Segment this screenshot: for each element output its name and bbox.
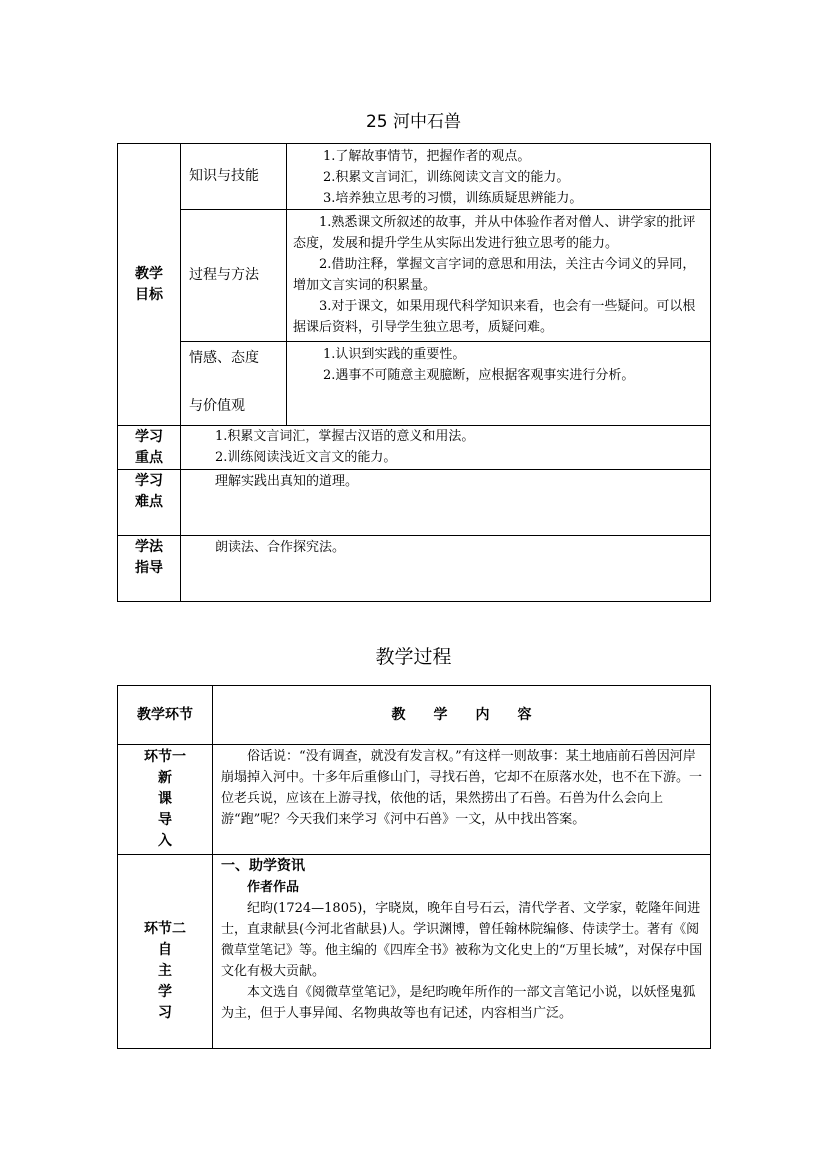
process-table: [117, 685, 711, 1049]
process-title: 教学过程: [375, 646, 452, 668]
key-points-item: 2.训练阅读浅近文言文的能力。: [215, 450, 397, 465]
process-item: 1.熟悉课文所叙述的故事，并从中体验作者对僧人、讲学家的批评态度，发展和提升学生从实际出发进行独立思考的能力。: [293, 215, 696, 251]
section-subheading: 作者作品: [247, 880, 300, 895]
goals-table: [117, 143, 711, 602]
step2-content: [213, 855, 711, 1049]
step-column-header: 教学环节: [118, 686, 213, 745]
knowledge-item: 3.培养独立思考的习惯，训练质疑思辨能力。: [323, 191, 583, 206]
knowledge-item: 2.积累文言词汇，训练阅读文言文的能力。: [323, 170, 570, 185]
lesson-title: 25 河中石兽: [365, 112, 462, 132]
step1-label: 环节一 新 课 导 入: [118, 745, 213, 855]
content-column-header: 教 学 内 容: [213, 686, 711, 745]
difficulties-label: 学习 难点: [118, 470, 181, 536]
emotion-item: 1.认识到实践的重要性。: [323, 347, 466, 362]
process-item: 2.借助注释，掌握文言字词的意思和用法，关注古今词义的异同，增加文言实词的积累量。: [293, 257, 696, 293]
key-points-content: [181, 426, 711, 470]
process-label: 过程与方法: [181, 210, 287, 342]
methods-label: 学法 指导: [118, 536, 181, 602]
methods-content: 朗读法、合作探究法。: [181, 536, 711, 602]
key-points-item: 1.积累文言词汇，掌握古汉语的意义和用法。: [215, 429, 475, 444]
difficulties-content: 理解实践出真知的道理。: [181, 470, 711, 536]
process-content: [287, 210, 711, 342]
key-points-label: 学习 重点: [118, 426, 181, 470]
emotion-item: 2.遇事不可随意主观臆断，应根据客观事实进行分析。: [323, 368, 635, 383]
knowledge-item: 1.了解故事情节，把握作者的观点。: [323, 149, 531, 164]
knowledge-content: [287, 144, 711, 210]
section-heading: 一、助学资讯: [221, 858, 305, 874]
knowledge-label: 知识与技能: [181, 144, 287, 210]
emotion-label: 情感、态度 与价值观: [181, 342, 287, 426]
step2-label: 环节二 自 主 学 习: [118, 855, 213, 1049]
author-paragraph: 纪昀(1724—1805)，字晓岚，晚年自号石云，清代学者、文学家，乾隆年间进士，直隶献县(今河北省献县)人。学识渊博，曾任翰林院编修、侍读学士。著有《阅微草堂笔记》等。他主编的《四库全书》被称为文化史上的“万里长城”，对保存中国文化有极大贡献。: [221, 901, 703, 979]
process-item: 3.对于课文，如果用现代科学知识来看，也会有一些疑问。可以根据课后资料，引导学生独立思考，质疑问难。: [293, 299, 696, 335]
source-paragraph: 本文选自《阅微草堂笔记》，是纪昀晚年所作的一部文言笔记小说，以妖怪鬼狐为主，但于人事异闻、名物典故等也有记述，内容相当广泛。: [221, 985, 696, 1021]
step1-content: [213, 745, 711, 855]
goals-label: 教学目标: [118, 144, 181, 426]
emotion-content: [287, 342, 711, 426]
step1-text: 俗话说：“没有调查，就没有发言权。”有这样一则故事：某土地庙前石兽因河岸崩塌掉入河中。十多年后重修山门，寻找石兽，它却不在原落水处，也不在下游。一位老兵说，应该在上游寻找，依他的话，果然捞出了石兽。石兽为什么会向上游“跑”呢？今天我们来学习《河中石兽》一文，从中找出答案。: [221, 749, 703, 827]
